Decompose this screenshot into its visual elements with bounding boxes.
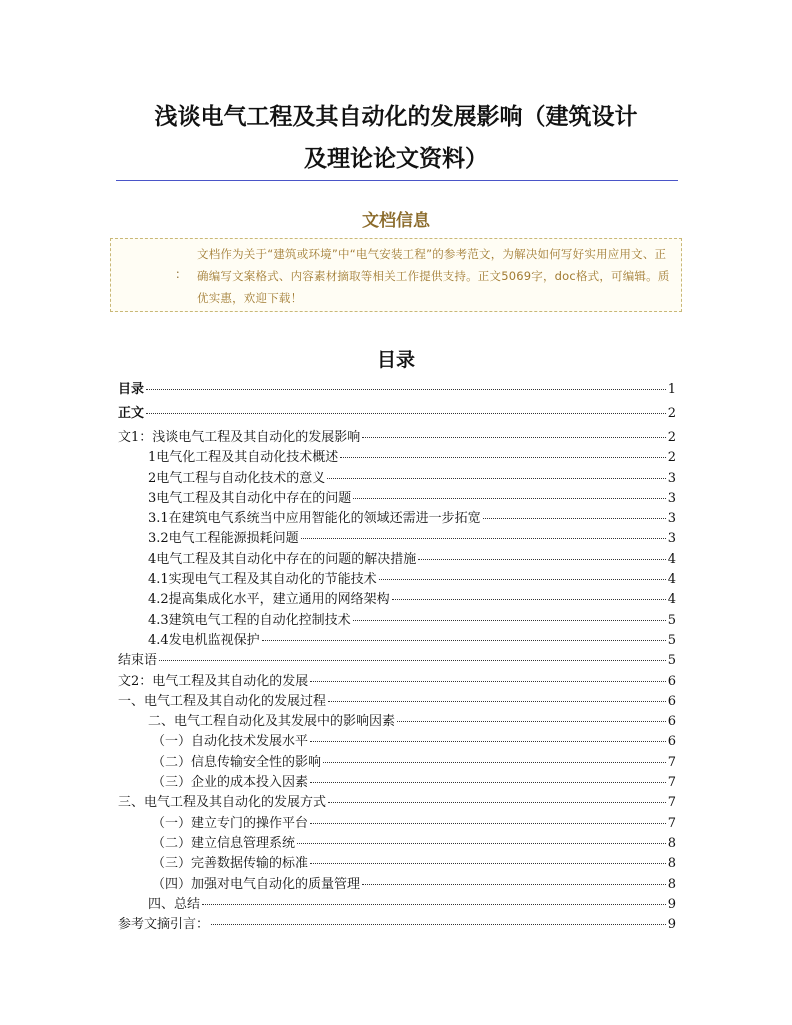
title-line-2: 及理论论文资料） <box>304 146 488 172</box>
toc-entry[interactable]: 参考文摘引言： 9 <box>118 917 676 933</box>
toc-entry[interactable]: 4.1实现电气工程及其自动化的节能技术 4 <box>148 572 676 588</box>
toc-entry[interactable]: 3电气工程及其自动化中存在的问题 3 <box>148 490 676 506</box>
toc-entry[interactable]: 文2：电气工程及其自动化的发展 6 <box>118 673 676 689</box>
toc-entry[interactable]: 二、电气工程自动化及其发展中的影响因素 6 <box>148 714 676 730</box>
toc-entry[interactable]: （三）完善数据传输的标准 8 <box>152 856 676 872</box>
title-line-1: 浅谈电气工程及其自动化的发展影响（建筑设计 <box>154 104 638 130</box>
toc-entry[interactable]: 3.2电气工程能源损耗问题 3 <box>148 531 676 547</box>
toc-entry[interactable]: 4.4发电机监视保护 5 <box>148 632 676 648</box>
toc-entry[interactable]: （四）加强对电气自动化的质量管理 8 <box>152 876 676 892</box>
toc-entry[interactable]: 1电气化工程及其自动化技术概述 2 <box>148 450 676 466</box>
doc-info-box <box>110 238 682 312</box>
toc-entry[interactable]: 3.1在建筑电气系统当中应用智能化的领域还需进一步拓宽 3 <box>148 511 676 527</box>
toc-entry[interactable]: 结束语 5 <box>118 653 676 669</box>
toc-entry[interactable]: （二）信息传输安全性的影响 7 <box>152 754 676 770</box>
doc-info-heading: 文档信息 <box>362 211 430 231</box>
toc-entry[interactable]: 四、总结 9 <box>148 896 676 912</box>
toc-entry[interactable]: 2电气工程与自动化技术的意义 3 <box>148 470 676 486</box>
toc-entry[interactable]: 4电气工程及其自动化中存在的问题的解决措施 4 <box>148 551 676 567</box>
toc-entry[interactable]: （三）企业的成本投入因素 7 <box>152 775 676 791</box>
toc-entry[interactable]: 正文 2 <box>118 406 676 421</box>
doc-info-colon: ： <box>175 267 188 281</box>
document-title <box>112 96 680 180</box>
toc-entry[interactable]: 4.3建筑电气工程的自动化控制技术 5 <box>148 612 676 628</box>
table-of-contents <box>118 378 676 933</box>
doc-info-text: 文档作为关于“建筑或环境”中“电气安装工程”的参考范文，为解决如何写好实用应用文、正确编写文案格式、内容素材摘取等相关工作提供支持。正文5069字，doc格式，可编辑。质优实惠，欢迎下载！ <box>197 247 670 305</box>
toc-entry[interactable]: 三、电气工程及其自动化的发展方式 7 <box>118 795 676 811</box>
toc-entry[interactable]: （一）建立专门的操作平台 7 <box>152 815 676 831</box>
title-underline <box>116 180 678 181</box>
toc-entry[interactable]: 4.2提高集成化水平，建立通用的网络架构 4 <box>148 592 676 608</box>
toc-entry[interactable]: （一）自动化技术发展水平 6 <box>152 734 676 750</box>
toc-entry[interactable]: 文1：浅谈电气工程及其自动化的发展影响 2 <box>118 430 676 445</box>
toc-entry[interactable]: （二）建立信息管理系统 8 <box>152 835 676 851</box>
toc-heading: 目录 <box>376 349 415 371</box>
toc-entry[interactable]: 一、电气工程及其自动化的发展过程 6 <box>118 693 676 709</box>
toc-entry[interactable]: 目录 1 <box>118 382 676 397</box>
